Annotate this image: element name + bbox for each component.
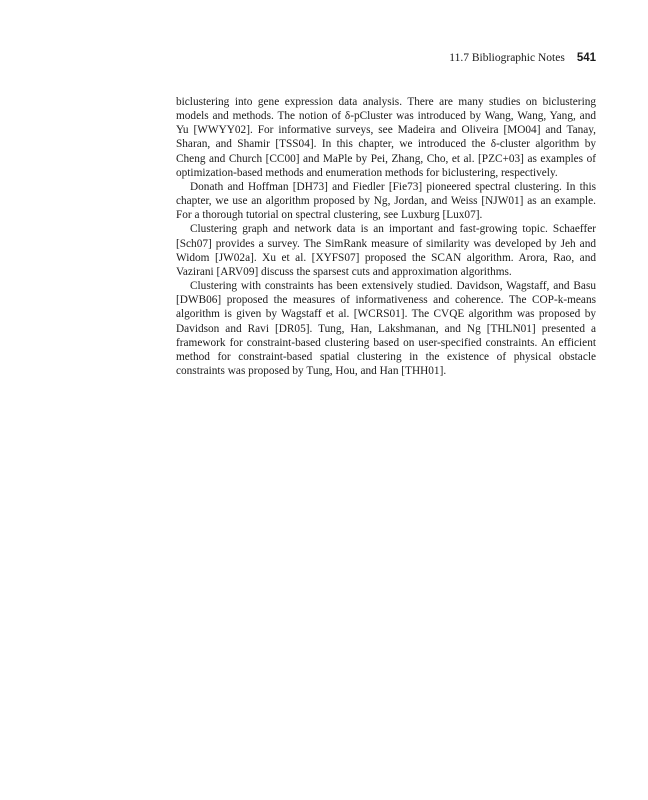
paragraph-constraint-clustering: Clustering with constraints has been extensively studied. Davidson, Wagstaff, and Basu [DWB06] proposed the measures of informativeness and coherence. The COP-k-means algorithm is given by Wagstaff et al. [WCRS01]. The CVQE algorithm was proposed by Davidson and Ravi [DR05]. Tung, Han, Lakshmanan, and Ng [THLN01] presented a framework for constraint-based clustering based on user-specified constraints. An efficient method for constraint-based spatial clustering in the existence of physical obstacle constraints was proposed by Tung, Hou, and Han [THH01]. — [176, 280, 596, 377]
body-text — [176, 95, 596, 378]
paragraph-biclustering: biclustering into gene expression data analysis. There are many studies on biclustering models and methods. The notion of δ-pCluster was introduced by Wang, Wang, Yang, and Yu [WWYY02]. For informative surveys, see Madeira and Oliveira [MO04] and Tanay, Sharan, and Shamir [TSS04]. In this chapter, we introduced the δ-cluster algorithm by Cheng and Church [CC00] and MaPle by Pei, Zhang, Cho, et al. [PZC+03] as examples of optimization-based methods and enumeration methods for biclustering, respectively. — [176, 96, 596, 179]
paragraph-spectral-clustering: Donath and Hoffman [DH73] and Fiedler [Fie73] pioneered spectral clustering. In this chapter, we use an algorithm proposed by Ng, Jordan, and Weiss [NJW01] as an example. For a thorough tutorial on spectral clustering, see Luxburg [Lux07]. — [176, 180, 596, 222]
section-title: 11.7 Bibliographic Notes — [449, 52, 565, 64]
paragraph-graph-clustering: Clustering graph and network data is an important and fast-growing topic. Schaeffer [Sch07] provides a survey. The SimRank measure of similarity was developed by Jeh and Widom [JW02a]. Xu et al. [XYFS07] proposed the SCAN algorithm. Arora, Rao, and Vazirani [ARV09] discuss the sparsest cuts and approximation algorithms. — [176, 223, 596, 278]
page-number: 541 — [576, 52, 596, 64]
running-header — [176, 50, 596, 66]
